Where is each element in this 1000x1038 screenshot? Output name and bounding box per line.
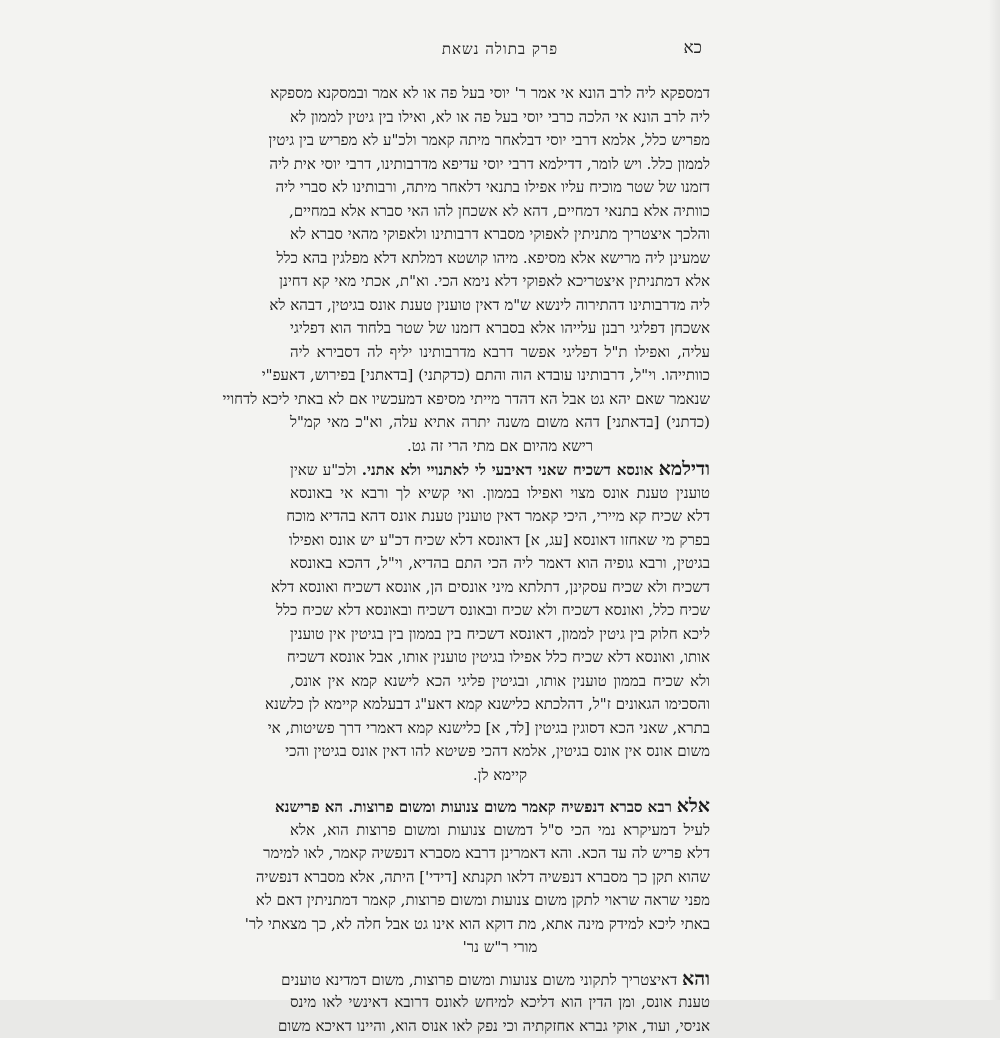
lead-word: והא	[682, 968, 710, 990]
paragraph-1	[290, 82, 710, 458]
lead-phrase: רבא סברא דנפשיה קאמר משום צנועות ומשום פרוצות. הא פרישנא	[275, 798, 672, 816]
text-line: כוותיה אלא בתנאי דמחיים, דהא לא אשכחן להו האי סברא אלא במחיים,	[290, 200, 710, 224]
paragraph-opening-line	[290, 458, 710, 482]
text-line: מפריש כלל, אלמא דרבי יוסי דבלאחר מיתה קאמר ולכ"ע לא מפריש בין גיטין	[290, 129, 710, 153]
text-line: שכיח כלל, ואונסא דשכיח ולא שכיח ובאונס דשכיח ובאונסא דלא שכיח כלל	[290, 599, 710, 623]
page-edge-shadow	[988, 0, 1000, 1000]
text-line: שהוא תקן כך מסברא דנפשיה דלאו תקנתא [דידי'] היתה, אלא מסברא דנפשיה	[290, 866, 710, 890]
paragraph-gap	[290, 960, 710, 968]
text-line: לממון כלל. ויש לומר, דדילמא דרבי יוסי עדיפא מדרבותינו, דרבי יוסי אית ליה	[290, 153, 710, 177]
lead-word: ודילמא	[659, 458, 710, 480]
paragraph-opening-line	[290, 795, 710, 819]
text-line: (כדתני) [בדאתני] דהא משום משנה יתרה אתיא עלה, וא"כ מאי קמ"ל	[290, 411, 710, 435]
lead-word: אלא	[677, 795, 710, 817]
paragraph-4	[290, 968, 710, 1038]
main-text	[290, 82, 710, 1038]
page-header	[290, 38, 710, 62]
text-line: משום אונס אין אונס בגיטין, אלמא דהכי פשיטא להו דאין אונס בגיטין והכי	[290, 740, 710, 764]
text-line: דלא שכיח קא מיירי, היכי קאמר דאין טוענין טענת אונס דהא בהדיא מוכח	[290, 505, 710, 529]
text-line: בתרא, שאני הכא דסוגין בגיטין [לד, א] כלישנא קמא דאמרי דרך פשיטות, אי	[290, 717, 710, 741]
text-line: דמספקא ליה לרב הונא אי אמר ר' יוסי בעל פה או לא אמר ובמסקנא מספקא	[290, 82, 710, 106]
text-line: כוותייהו. וי"ל, דרבותינו עובדא הוה והתם (כדקתני) [בדאתני] בפירוש, דאעפ"י	[290, 364, 710, 388]
text-line-final: קיימא לן.	[290, 764, 710, 788]
text-line: דזמנו של שטר מוכיח עליו אפילו בתנאי דלאחר מיתה, ורבותינו לא סברי ליה	[290, 176, 710, 200]
text-line: לעיל דמעיקרא נמי הכי ס"ל דמשום צנועות ומשום פרוצות הוא, אלא	[290, 819, 710, 843]
paragraph-2	[290, 458, 710, 787]
text-line: טוענין טענת אונס מצוי ואפילו בממון. ואי קשיא לך ורבא אי באונסא	[290, 482, 710, 506]
paragraph-opening-line	[290, 968, 710, 992]
text-line: דשכיח ולא שכיח עסקינן, דתלתא מיני אונסים הן, אונסא דשכיח ואונסא דלא	[290, 576, 710, 600]
lead-phrase: דאיצטריך לתקוני משום צנועות ומשום פרוצות, משום דמדינא טוענים	[281, 971, 677, 989]
text-line: ליה מדרבותינו דהתירוה לינשא ש"מ דאין טוענין טענת אונס בגיטין, דבהא לא	[290, 294, 710, 318]
paragraph-3	[290, 795, 710, 960]
text-line: בפרק מי שאחזו דאונסא [עג, א] דאונסא דלא שכיח דכ"ע יש אונס ואפילו	[290, 529, 710, 553]
paragraph-gap	[290, 787, 710, 795]
mishnah-quote: רישא מהיום אם מתי הרי זה גט.	[290, 435, 710, 459]
text-line: דלא פריש לה עד הכא. והא דאמרינן דרבא מסברא דנפשיה קאמר, לאו למימר	[290, 842, 710, 866]
text-line: שנאמר שאם יהא גט אבל הא דהדר מייתי מסיפא דמעכשיו אם לא באתי ליכא לדחויי	[290, 388, 710, 412]
text-line: באתי ליכא למידק מינה אתא, מת דוקא הוא אינו גט אבל חלה לא, כך מצאתי לר'	[290, 913, 710, 937]
text-line: והסכימו הגאונים ז"ל, דהלכתא כלישנא קמא דאע"ג דבעלמא קיימא לן כלשנא	[290, 693, 710, 717]
lead-phrase: אונסא דשכיח שאני דאיבעי לי לאתנויי ולא אתני.	[362, 461, 654, 479]
text-line: שמעינן ליה מרישא אלא מסיפא. מיהו קושטא דמלתא דלא מפלגין בהא כלל	[290, 247, 710, 271]
text-line: ליה לרב הונא אי הלכה כרבי יוסי בעל פה או לא, ואילו בין גיטין לממון לא	[290, 106, 710, 130]
lead-continuation: ולכ"ע שאין	[290, 461, 356, 479]
page-number: כא	[683, 38, 702, 58]
text-line: ולא שכיח בממון טוענין אותו, ובגיטין פליגי הכא לישנא קמא אין אונס,	[290, 670, 710, 694]
text-line: אניסי, ועוד, אוקי גברא אחזקתיה וכי נפק לאו אנוס הוא, והיינו דאיכא משום	[290, 1015, 710, 1038]
text-line: ליכא חלוק בין גיטין לממון, דאונסא דשכיח בין בממון בין בגיטין אין טוענין	[290, 623, 710, 647]
running-title: פרק בתולה נשאת	[442, 40, 558, 59]
text-line: אשכחן דפליגי רבנן עלייהו אלא בסברא דזמנו של שטר בלחוד הוא דפליגי	[290, 317, 710, 341]
text-line: אותו, ואונסא דלא שכיח כלל אפילו בגיטין טוענין אותו, אבל אונסא דשכיח	[290, 646, 710, 670]
text-line: אלא דמתניתין איצטריכא לאפוקי דלא נימא הכי. וא"ת, אכתי מאי קא דחינן	[290, 270, 710, 294]
text-line-final: מורי ר"ש נר'	[290, 936, 710, 960]
text-line: טענת אונס, ומן הדין הוא דליכא למיחש לאונס דרובא דאינשי לאו מינס	[290, 991, 710, 1015]
text-line: מפני שראה שראוי לתקן משום צנועות ומשום פרוצות, קאמר דמתניתין דאם לא	[290, 889, 710, 913]
text-line: בגיטין, ורבא גופיה הוא דאמר ליה הכי התם בהדיא, וי"ל, דהכא באונסא	[290, 552, 710, 576]
text-line: עליה, ואפילו ת"ל דפליגי אפשר דרבא מדרבותינו יליף לה דסבירא ליה	[290, 341, 710, 365]
text-line: והלכך איצטריך מתניתין לאפוקי מסברא דרבותינו ולאפוקי מהאי סברא לא	[290, 223, 710, 247]
